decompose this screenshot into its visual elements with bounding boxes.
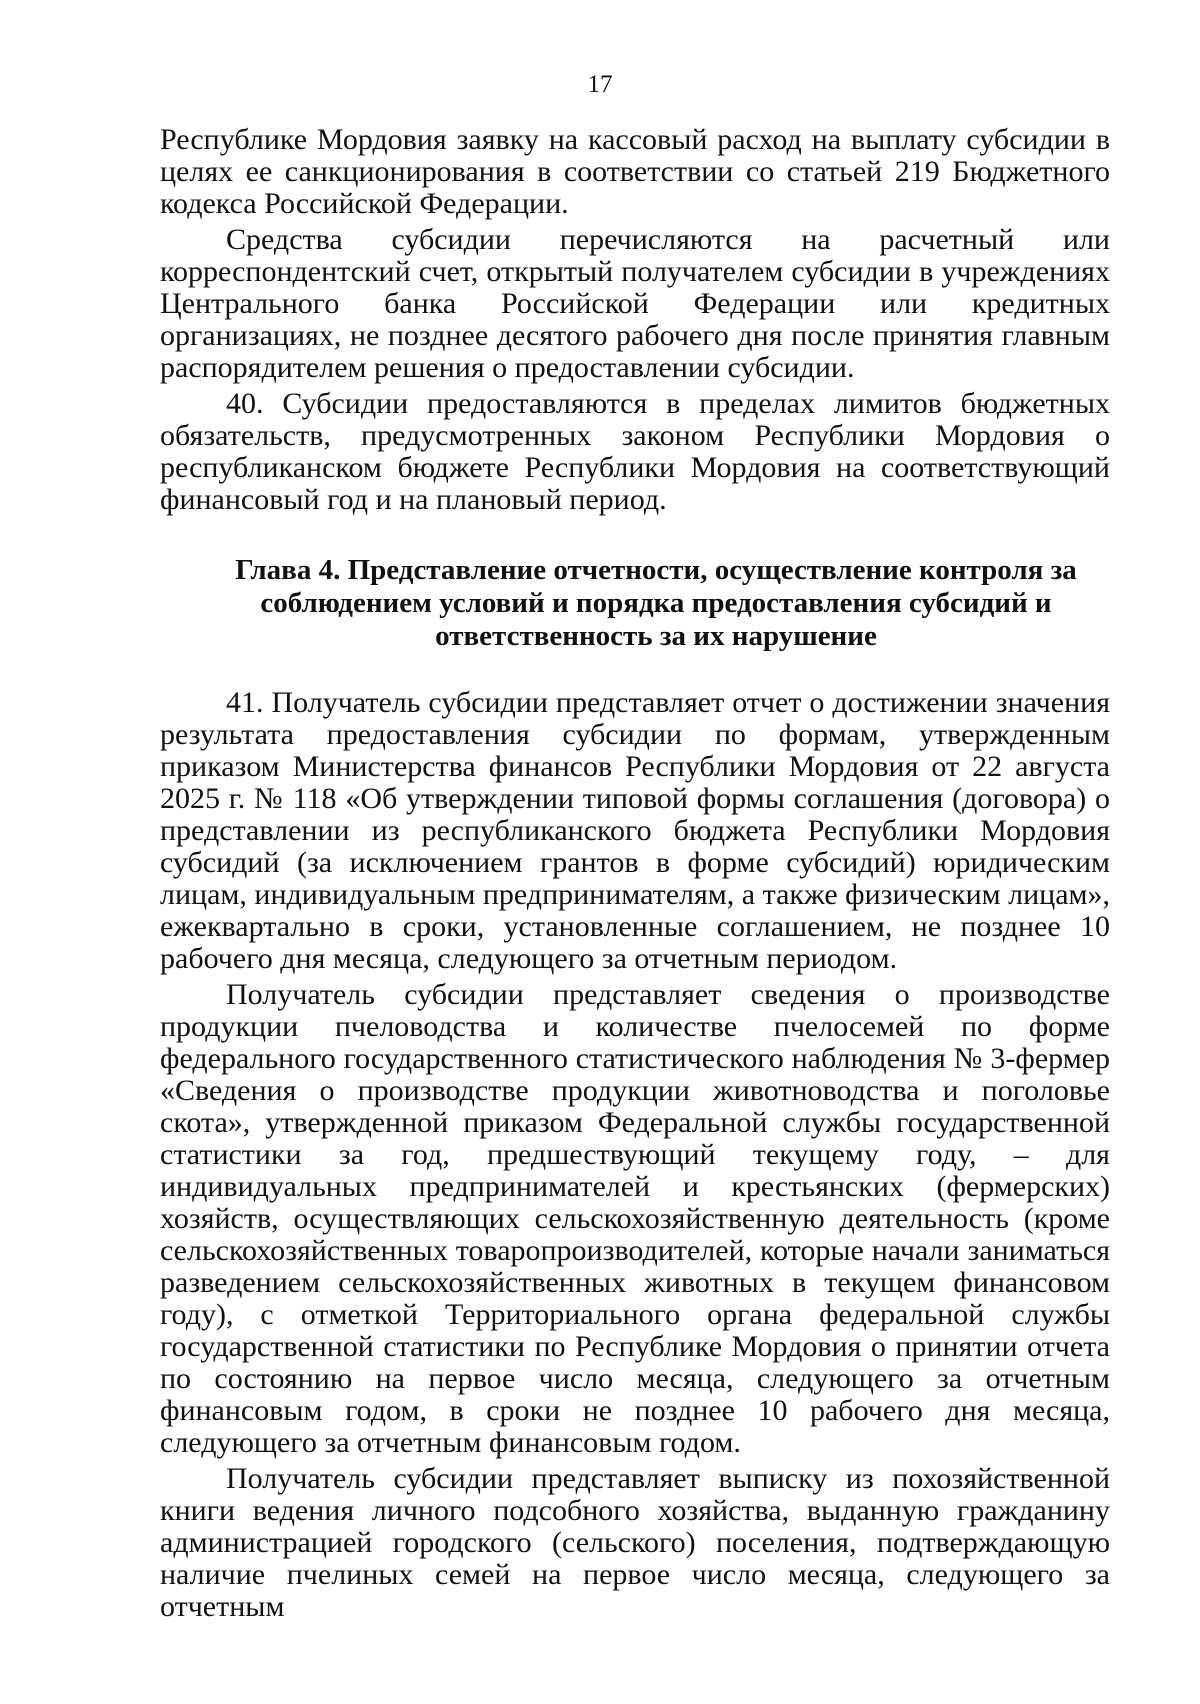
paragraph-40: 40. Субсидии предоставляются в пределах лимитов бюджетных обязательств, предусмотренных законом Республики Мордовия о республиканском бюджете Республики Мордовия на соответствующий финансовый год и на плановый период. [160, 387, 1110, 516]
page-number: 17 [587, 71, 613, 98]
paragraph-statistics-report: Получатель субсидии представляет сведения о производстве продукции пчеловодства и количестве пчелосемей по форме федерального государственного статистического наблюдения № 3-фермер «Сведения о производстве продукции животноводства и поголовье скота», утвержденной приказом Федеральной службы государственной статистики за год, предшествующий текущему году, – для индивидуальных предпринимателей и крестьянских (фермерских) хозяйств, осуществляющих сельскохозяйственную деятельность (кроме сельскохозяйственных товаропроизводителей, которые начали заниматься разведением сельскохозяйственных животных в текущем финансовом году), с отметкой Территориального органа федеральной службы государственной статистики по Республике Мордовия о принятии отчета по состоянию на первое число месяца, следующего за отчетным финансовым годом, в сроки не позднее 10 рабочего дня месяца, следующего за отчетным финансовым годом. [160, 978, 1110, 1459]
paragraph-funds-transfer: Средства субсидии перечисляются на расчетный или корреспондентский счет, открытый получателем субсидии в учреждениях Центрального банка Российской Федерации или кредитных организациях, не позднее десятого рабочего дня после принятия главным распорядителем решения о предоставлении субсидии. [160, 223, 1110, 384]
paragraph-household-book: Получатель субсидии представляет выписку из похозяйственной книги ведения личного подсобного хозяйства, выданную гражданину администрацией городского (сельского) поселения, подтверждающую наличие пчелиных семей на первое число месяца, следующего за отчетным [160, 1462, 1110, 1623]
paragraph-continuation: Республике Мордовия заявку на кассовый расход на выплату субсидии в целях ее санкционирования в соответствии со статьей 219 Бюджетного кодекса Российской Федерации. [160, 123, 1110, 220]
chapter-heading: Глава 4. Представление отчетности, осуществление контроля за соблюдением условий и порядка предоставления субсидий и ответственность за их нарушение [235, 554, 1077, 652]
document-body [160, 124, 1110, 1623]
paragraph-41: 41. Получатель субсидии представляет отчет о достижении значения результата предоставления субсидии по формам, утвержденным приказом Министерства финансов Республики Мордовия от 22 августа 2025 г. № 118 «Об утверждении типовой формы соглашения (договора) о представлении из республиканского бюджета Республики Мордовия субсидий (за исключением грантов в форме субсидий) юридическим лицам, индивидуальным предпринимателям, а также физическим лицам», ежеквартально в сроки, установленные соглашением, не позднее 10 рабочего дня месяца, следующего за отчетным периодом. [160, 686, 1110, 975]
